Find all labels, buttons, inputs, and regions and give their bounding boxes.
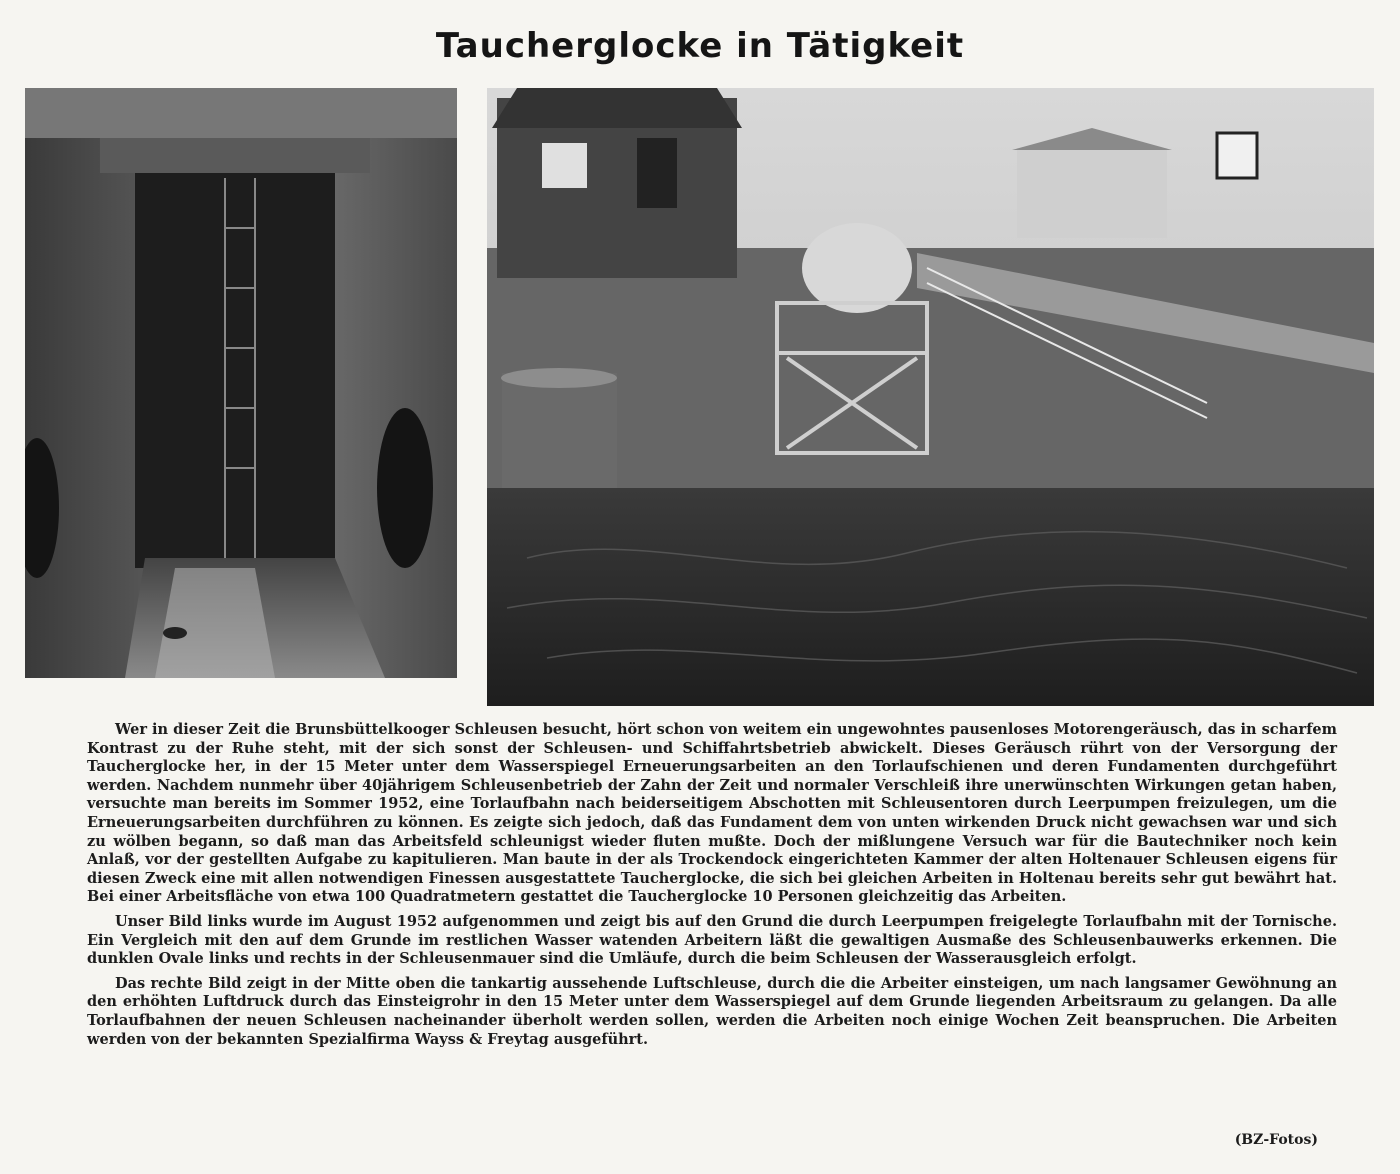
photo-right-image [487,88,1374,706]
article-paragraph-1: Wer in dieser Zeit die Brunsbüttelkooger Schleusen besucht, hört schon von weitem ein ungewohntes pausenloses Motorengeräusch, das in scharfem Kontrast zu der Ruhe steht, mit der sich sonst der Schleusen- und Schiffahrtsbetrieb abwickelt. Dieses Geräusch rührt von der Versorgung der Taucherglocke her, in der 15 Meter unter dem Wasserspiegel Erneuerungsarbeiten an den Torlaufschienen und deren Fundamenten durchgeführt werden. Nachdem nunmehr über 40jährigem Schleusenbetrieb der Zahn der Zeit und normaler Verschleiß ihre unerwünschten Wirkungen getan haben, versuchte man bereits im Sommer 1952, eine Torlaufbahn nach beiderseitigem Abschotten mit Schleusentoren durch Leerpumpen freizulegen, um die Erneuerungsarbeiten durchführen zu können. Es zeigte sich jedoch, daß das Fundament dem von unten wirkenden Druck nicht gewachsen war und sich zu wölben begann, so daß man das Arbeitsfeld schleunigst wieder fluten mußte. Doch der mißlungene Versuch war für die Bautechniker noch kein Anlaß, vor der gestellten Aufgabe zu kapitulieren. Man baute in der als Trockendock eingerichteten Kammer der alten Holtenauer Schleusen eigens für diesen Zweck eine mit allen notwendigen Finessen ausgestattete Taucherglocke, die sich bei gleichen Arbeiten in Holtenau bereits sehr gut bewährt hat. Bei einer Arbeitsfläche von etwa 100 Quadratmetern gestattet die Taucherglocke 10 Personen gleichzeitig das Arbeiten. [87,721,1337,906]
photo-right [487,88,1374,706]
photo-left-image [25,88,457,678]
article-paragraph-2: Unser Bild links wurde im August 1952 aufgenommen und zeigt bis auf den Grund die durch Leerpumpen freigelegte Torlaufbahn mit der Tornische. Ein Vergleich mit den auf dem Grunde im restlichen Wasser watenden Arbeitern läßt die gewaltigen Ausmaße des Schleusenbauwerks erkennen. Die dunklen Ovale links und rechts in der Schleusenmauer sind die Umläufe, durch die beim Schleusen der Wasserausgleich erfolgt. [87,912,1337,968]
article-body [87,721,1337,1055]
article-paragraph-3: Das rechte Bild zeigt in der Mitte oben die tankartig aussehende Luftschleuse, durch die die Arbeiter einsteigen, um nach langsamer Gewöhnung an den erhöhten Luftdruck durch das Einsteigrohr in den 15 Meter unter dem Wasserspiegel auf dem Grunde liegenden Arbeitsraum zu gelangen. Da alle Torlaufbahnen der neuen Schleusen nacheinander überholt werden sollen, werden die Arbeiten noch einige Wochen Zeit beanspruchen. Die Arbeiten werden von der bekannten Spezialfirma Wayss & Freytag ausgeführt. [87,974,1337,1048]
photo-credit: (BZ-Fotos) [1234,1132,1318,1148]
photo-left [25,88,457,678]
headline: Taucherglocke in Tätigkeit [435,26,965,66]
